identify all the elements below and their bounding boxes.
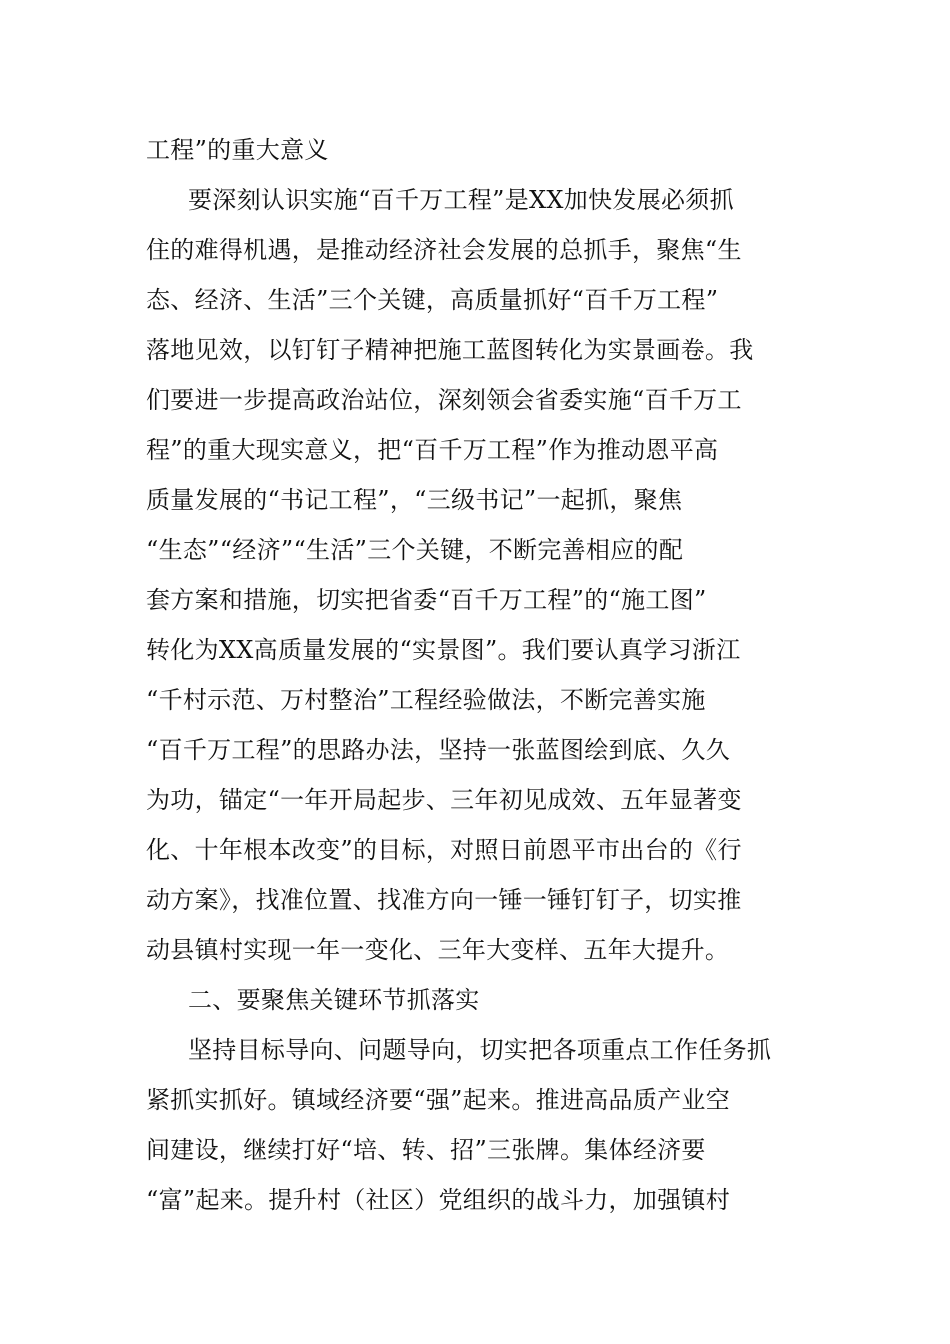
text-line: 态、经济、生活”三个关键，高质量抓好“百千万工程” [146,286,719,314]
paragraph-first-line: 要深刻认识实施“百千万工程”是XX加快发展必须抓 [188,186,734,214]
text-line: 质量发展的“书记工程”，“三级书记”一起抓，聚焦 [146,486,683,514]
text-line: “千村示范、万村整治”工程经验做法，不断完善实施 [146,686,706,714]
paragraph-first-line: 坚持目标导向、问题导向，切实把各项重点工作任务抓 [188,1036,772,1064]
text-line: 间建设，继续打好“培、转、招”三张牌。集体经济要 [146,1136,706,1164]
text-line: 套方案和措施，切实把省委“百千万工程”的“施工图” [146,586,707,614]
text-line: “百千万工程”的思路办法，坚持一张蓝图绘到底、久久 [146,736,731,764]
text-line: 化、十年根本改变”的目标，对照日前恩平市出台的《行 [146,836,742,864]
text-line: 紧抓实抓好。镇域经济要“强”起来。推进高品质产业空 [146,1086,731,1114]
text-line: 转化为XX高质量发展的“实景图”。我们要认真学习浙江 [146,636,741,664]
text-line: 落地见效，以钉钉子精神把施工蓝图转化为实景画卷。我 [146,336,754,364]
text-line: 程”的重大现实意义，把“百千万工程”作为推动恩平高 [146,436,719,464]
text-line: 动方案》，找准位置、找准方向一锤一锤钉钉子，切实推 [146,886,742,914]
text-line: 住的难得机遇，是推动经济社会发展的总抓手，聚焦“生 [146,236,742,264]
text-line: “富”起来。提升村（社区）党组织的战斗力，加强镇村 [146,1186,731,1214]
text-line: 动县镇村实现一年一变化、三年大变样、五年大提升。 [146,936,730,964]
text-line: 们要进一步提高政治站位，深刻领会省委实施“百千万工 [146,386,742,414]
section-heading: 二、要聚焦关键环节抓落实 [188,986,480,1014]
text-line: 工程”的重大意义 [146,136,329,164]
text-line: “生态”“经济”“生活”三个关键，不断完善相应的配 [146,536,684,564]
text-line: 为功，锚定“一年开局起步、三年初见成效、五年显著变 [146,786,742,814]
